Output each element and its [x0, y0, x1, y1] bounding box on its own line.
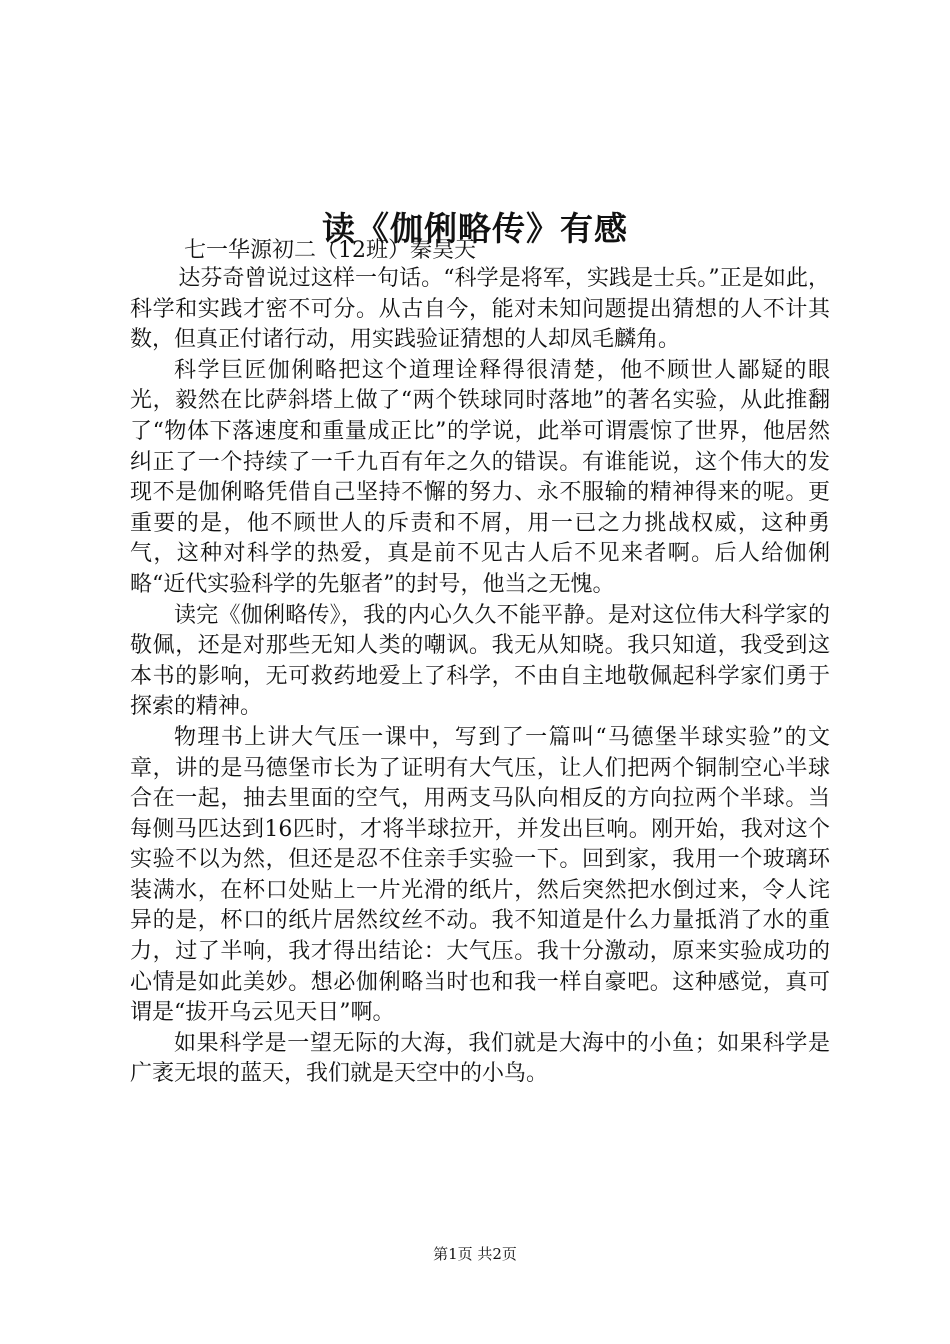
page-footer: 第1页 共2页: [433, 1245, 517, 1263]
paragraph: 如果科学是一望无际的大海，我们就是大海中的小鱼；如果科学是广袤无垠的蓝天，我们就是天空中的小鸟。: [130, 1030, 830, 1087]
document-body: [130, 264, 830, 1090]
document-title: 读《伽俐略传》有感: [322, 209, 628, 249]
paragraph: 科学巨匠伽俐略把这个道理诠释得很清楚，他不顾世人鄙疑的眼光，毅然在比萨斜塔上做了“两个铁球同时落地”的著名实验，从此推翻了“物体下落速度和重量成正比”的学说，此举可谓震惊了世界，他居然纠正了一个持续了一千九百有年之久的错误。有谁能说，这个伟大的发现不是伽俐略凭借自己坚持不懈的努力、永不服输的精神得来的呢。更重要的是，他不顾世人的斥责和不屑，用一已之力挑战权威，这种勇气，这种对科学的热爱，真是前不见古人后不见来者啊。后人给伽俐略“近代实验科学的先躯者”的封号，他当之无愧。: [130, 357, 830, 597]
paragraph: 物理书上讲大气压一课中，写到了一篇叫“马德堡半球实验”的文章，讲的是马德堡市长为了证明有大气压，让人们把两个铜制空心半球合在一起，抽去里面的空气，用两支马队向相反的方向拉两个半球。当每侧马匹达到16匹时，才将半球拉开，并发出巨响。刚开始，我对这个实验不以为然，但还是忍不住亲手实验一下。回到家，我用一个玻璃环装满水，在杯口处贴上一片光滑的纸片，然后突然把水倒过来，令人诧异的是，杯口的纸片居然纹丝不动。我不知道是什么力量抵消了水的重力，过了半响，我才得出结论：大气压。我十分激动，原来实验成功的心情是如此美妙。想必伽俐略当时也和我一样自豪吧。这种感觉，真可谓是“拔开乌云见天日”啊。: [130, 724, 830, 1026]
author-line: 七一华源初二（12班）秦昊天: [184, 238, 476, 263]
paragraph: 读完《伽俐略传》，我的内心久久不能平静。是对这位伟大科学家的敬佩，还是对那些无知人类的嘲讽。我无从知晓。我只知道，我受到这本书的影响，无可救药地爱上了科学，不由自主地敬佩起科学家们勇于探索的精神。: [130, 602, 830, 720]
paragraph: 达芬奇曾说过这样一句话。“科学是将军，实践是士兵。”正是如此，科学和实践才密不可分。从古自今，能对未知问题提出猜想的人不计其数，但真正付诸行动，用实践验证猜想的人却凤毛麟角。: [130, 266, 830, 353]
